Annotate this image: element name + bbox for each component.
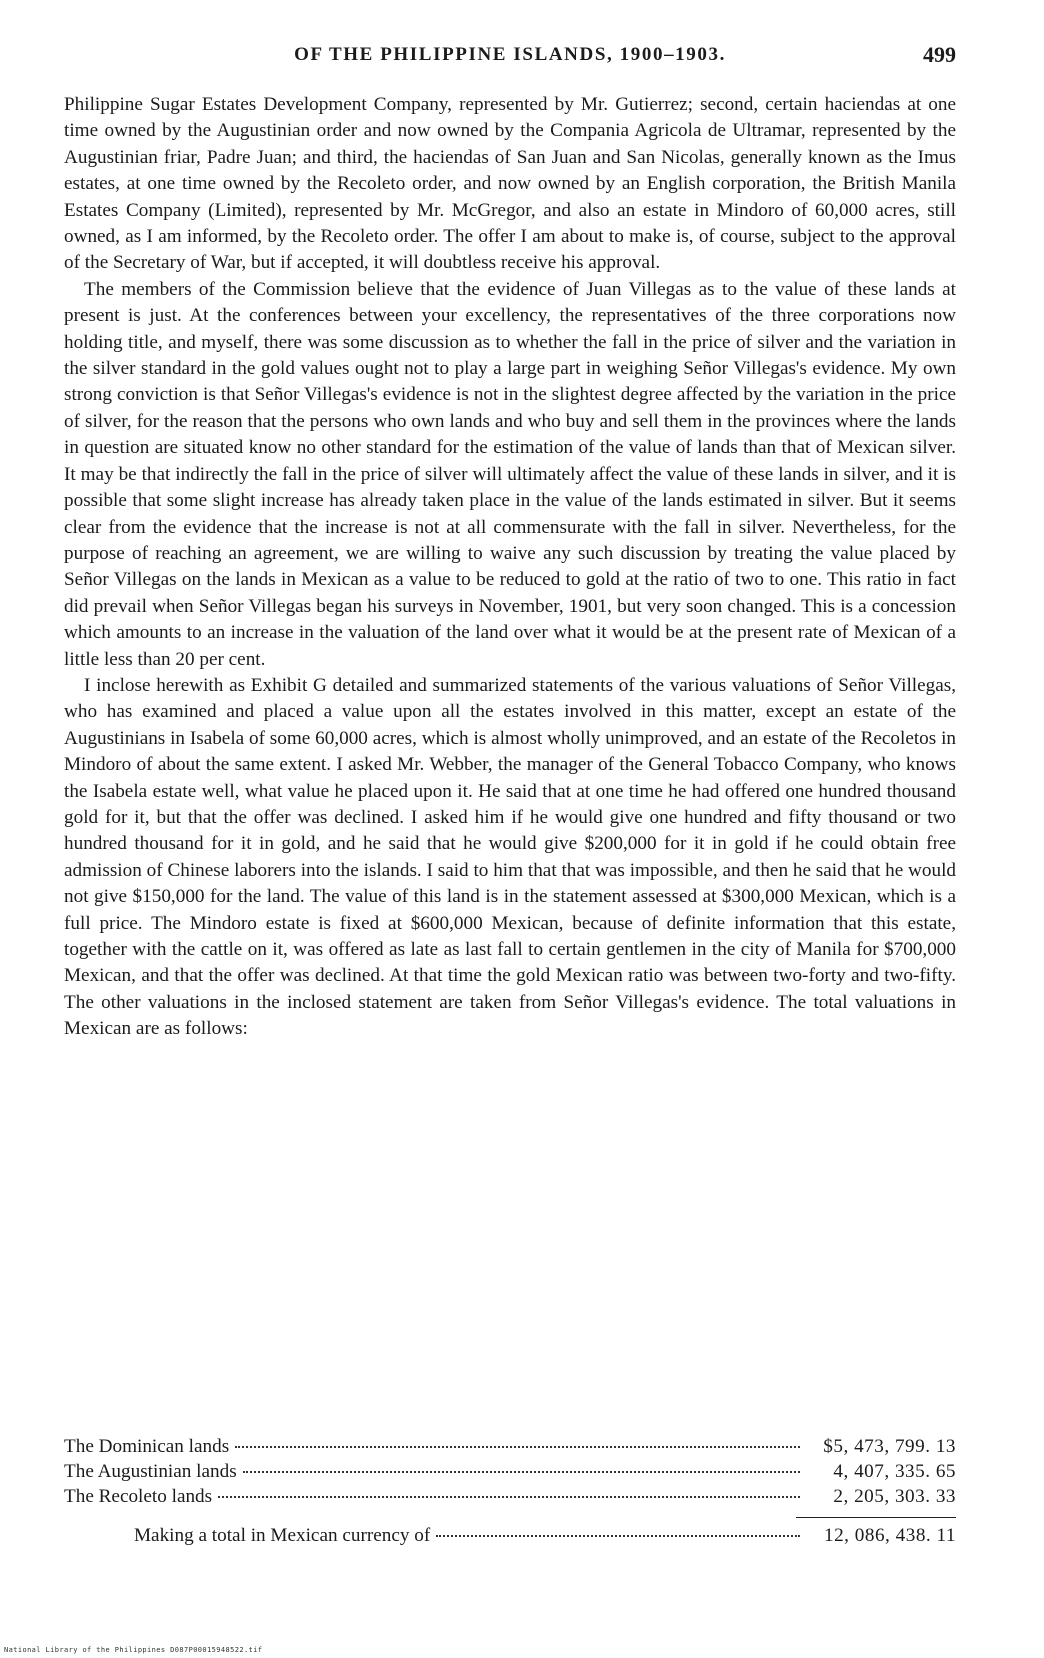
valuation-label: The Recoleto lands	[64, 1486, 213, 1507]
total-amount: 12, 086, 438. 11	[823, 1525, 956, 1546]
body-text	[64, 92, 956, 1043]
valuation-label: The Augustinian lands	[64, 1461, 237, 1482]
valuation-row-dominican	[64, 1434, 956, 1459]
scan-footer-stamp: National Library of the Philippines D087P00015948522.tif	[4, 1646, 263, 1654]
valuation-amount: $5, 473, 799. 13	[823, 1436, 956, 1457]
valuation-label: The Dominican lands	[64, 1436, 230, 1457]
valuation-total-row	[64, 1523, 956, 1548]
valuation-amount: 4, 407, 335. 65	[833, 1461, 956, 1482]
page-header	[64, 44, 956, 74]
dot-leader	[218, 1496, 800, 1498]
valuation-row-augustinian	[64, 1459, 956, 1484]
valuation-amount: 2, 205, 303. 33	[833, 1486, 956, 1507]
paragraph-exhibit-g: I inclose herewith as Exhibit G detailed and summarized statements of the various valuations of Señor Villegas, who has examined and placed a value upon all the estates involved in this matter, except an estate of the Augustinians in Isabela of some 60,000 acres, which is almost wholly unimproved, and an estate of the Recoletos in Mindoro of about the same extent. I asked Mr. Webber, the manager of the General Tobacco Company, who knows the Isabela estate well, what value he placed upon it. He said that at one time he had offered one hundred thousand gold for it, but that the offer was declined. I asked him if he would give one hundred and fifty thousand or two hundred thousand for it in gold, and he said that he would give $200,000 for it in gold if he could obtain free admission of Chinese laborers into the islands. I said to him that that was impossible, and then he said that he would not give $150,000 for the land. The value of this land is in the statement assessed at $300,000 Mexican, which is a full price. The Mindoro estate is fixed at $600,000 Mexican, because of definite information that this estate, together with the cattle on it, was offered as late as last fall to certain gentlemen in the city of Manila for $700,000 Mexican, and that the offer was declined. At that time the gold Mexican ratio was between two-forty and two-fifty. The other valuations in the inclosed statement are taken from Señor Villegas's evidence. The total valuations in Mexican are as follows:	[64, 674, 956, 1040]
page-number: 499	[923, 42, 956, 67]
dot-leader	[243, 1471, 800, 1473]
paragraph-continued: Philippine Sugar Estates Development Company, represented by Mr. Gutierrez; second, certain haciendas at one time owned by the Augustinian order and now owned by the Compania Agricola de Ultramar, represented by the Augustinian friar, Padre Juan; and third, the haciendas of San Juan and San Nicolas, generally known as the Imus estates, at one time owned by the Recoleto order, and now owned by an English corporation, the British Manila Estates Company (Limited), represented by Mr. McGregor, and also an estate in Mindoro of 60,000 acres, still owned, as I am informed, by the Recoleto order. The offer I am about to make is, of course, subject to the approval of the Secretary of War, but if accepted, it will doubtless receive his approval.	[64, 94, 956, 274]
sum-rule-line	[796, 1517, 956, 1518]
valuation-row-recoleto	[64, 1484, 956, 1509]
dot-leader	[235, 1446, 800, 1448]
dot-leader	[436, 1535, 800, 1537]
sum-rule	[64, 1509, 956, 1523]
running-title: OF THE PHILIPPINE ISLANDS, 1900–1903.	[294, 44, 726, 65]
total-label: Making a total in Mexican currency of	[134, 1525, 431, 1546]
paragraph-commission-evidence: The members of the Commission believe that the evidence of Juan Villegas as to the value of these lands at present is just. At the conferences between your excellency, the representatives of the three corporations now holding title, and myself, there was some discussion as to whether the fall in the price of silver and the variation in the silver standard in the gold values ought not to play a large part in weighing Señor Villegas's evidence. My own strong conviction is that Señor Villegas's evidence is not in the slightest degree affected by the variation in the price of silver, for the reason that the persons who own lands and who buy and sell them in the provinces where the lands in question are situated know no other standard for the estimation of the value of lands than that of Mexican silver. It may be that indirectly the fall in the price of silver will ultimately affect the value of these lands in silver, and it is possible that some slight increase has already taken place in the value of the lands estimated in silver. But it seems clear from the evidence that the increase is not at all commensurate with the fall in silver. Nevertheless, for the purpose of reaching an agreement, we are willing to waive any such discussion by treating the value placed by Señor Villegas on the lands in Mexican as a value to be reduced to gold at the ratio of two to one. This ratio in fact did prevail when Señor Villegas began his surveys in November, 1901, but very soon changed. This is a concession which amounts to an increase in the valuation of the land over what it would be at the present rate of Mexican of a little less than 20 per cent.	[64, 278, 956, 670]
valuations-table	[64, 1434, 956, 1548]
